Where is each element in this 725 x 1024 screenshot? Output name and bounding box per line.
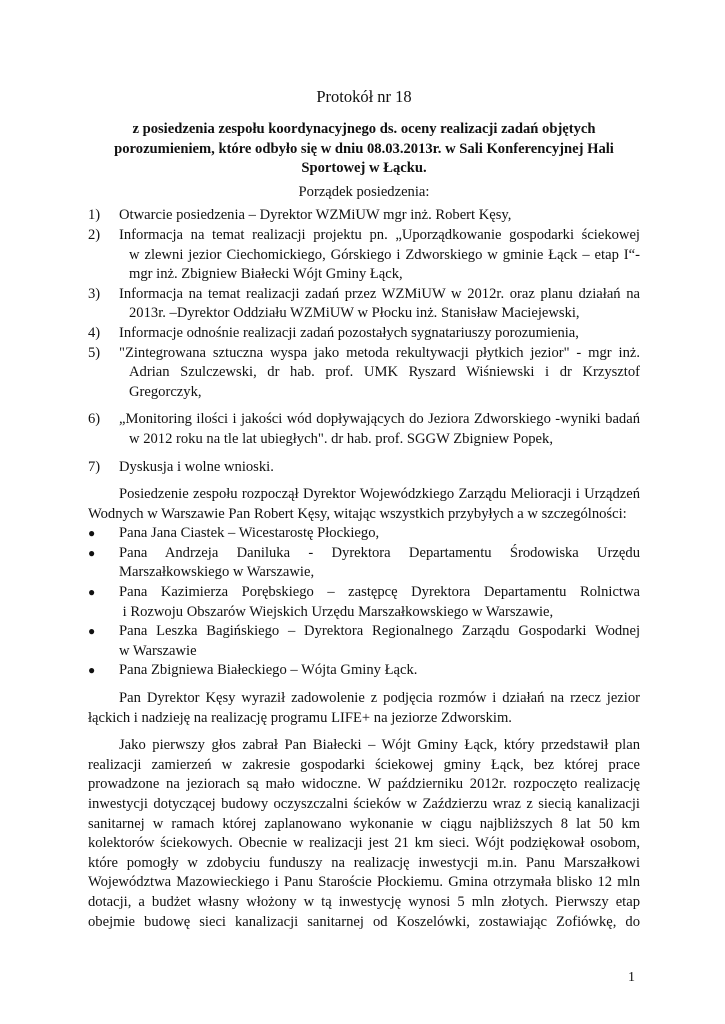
document-body	[88, 86, 640, 932]
attendee-text: Pana Leszka Bagińskiego – Dyrektora Regionalnego Zarządu Gospodarki Wodnej	[119, 623, 640, 640]
paragraph: Pan Dyrektor Kęsy wyraził zadowolenie z podjęcia rozmów i działań na rzecz jezior łąckich i nadzieję na realizację programu LIFE+ na jeziorze Zdworskim.	[88, 690, 640, 726]
bullet-icon: ●	[88, 624, 96, 639]
attendee-text: w Warszawie	[119, 642, 197, 659]
subtitle-line: z posiedzenia zespołu koordynacyjnego ds. oceny realizacji zadań objętych	[132, 121, 596, 137]
agenda-heading: Porządek posiedzenia:	[298, 183, 430, 200]
attendee-text: Pana Kazimierza Porębskiego – zastępcę Dyrektora Departamentu Rolnictwa	[119, 584, 640, 601]
agenda-item-text: Informacja na temat realizacji zadań przez WZMiUW w 2012r. oraz planu działań na	[119, 285, 640, 302]
attendee-item	[88, 622, 640, 661]
attendee-item	[88, 583, 640, 622]
attendee-text: Pana Andrzeja Daniluka - Dyrektora Departamentu Środowiska Urzędu	[119, 544, 640, 561]
attendee-item	[88, 544, 640, 583]
agenda-item-text: Informacja na temat realizacji projektu pn. „Uporządkowanie gospodarki ściekowej	[119, 226, 640, 243]
agenda-item	[88, 344, 640, 403]
bullet-icon: ●	[88, 663, 96, 678]
agenda-item-text: Informacje odnośnie realizacji zadań pozostałych sygnatariuszy porozumienia,	[119, 324, 579, 341]
agenda-item	[88, 324, 640, 344]
agenda-item-text: "Zintegrowana sztuczna wyspa jako metoda rekultywacji płytkich jezior" - mgr inż.	[119, 344, 640, 361]
agenda-item-text: „Monitoring ilości i jakości wód dopływających do Jeziora Zdworskiego -wyniki badań	[119, 411, 640, 428]
agenda-item-text: Dyskusja i wolne wnioski.	[119, 458, 274, 475]
paragraph: Jako pierwszy głos zabrał Pan Białecki – Wójt Gminy Łąck, który przedstawił plan realizacji zamierzeń w zakresie gospodarki ściekowej gminy Łąck, bez której prace prowadzone na jeziorach są mało widoczne. W październiku 2012r. rozpoczęto realizację inwestycji dotyczącej budowy oczyszczalni ścieków w Zaździerzu wraz z siecią kanalizacji sanitarnej w ramach której zaplanowano wykonanie w ciągu najbliższych 8 lat 50 km kolektorów ściekowych. Obecnie w realizacji jest 21 km sieci. Wójt podziękował osobom, które pomogły w zdobyciu funduszy na realizację inwestycji m.in. Panu Marszałkowi Województwa Mazowieckiego i Panu Staroście Płockiemu. Gmina otrzymała blisko 12 mln dotacji, a budżet własny włożony w tą inwestycję wynosi 5 mln złotych. Pierwszy etap obejmie budowę sieci kanalizacji sanitarnej od Koszelówki, zostawiając Zofiówkę, do	[88, 737, 640, 930]
attendee-text: i Rozwoju Obszarów Wiejskich Urzędu Marszałkowskiego w Warszawie,	[119, 603, 554, 620]
attendee-text: Pana Zbigniewa Białeckiego – Wójta Gminy Łąck.	[119, 662, 418, 679]
agenda-item-text: w zlewni jezior Ciechomickiego, Górskiego i Zdworskiego w gminie Łąck – etap I“-	[129, 246, 640, 263]
agenda-item-number: 7)	[88, 458, 101, 475]
agenda-item-text: mgr inż. Zbigniew Białecki Wójt Gminy Łąck,	[129, 266, 403, 283]
agenda-item-number: 3)	[88, 285, 101, 302]
attendee-text: Marszałkowskiego w Warszawie,	[119, 564, 315, 581]
agenda-item-text: 2013r. –Dyrektor Oddziału WZMiUW w Płocku inż. Stanisław Maciejewski,	[129, 305, 580, 322]
agenda-item-text: Gregorczyk,	[129, 383, 202, 400]
intro-paragraph: Posiedzenie zespołu rozpoczął Dyrektor Wojewódzkiego Zarządu Melioracji i Urządzeń Wodnych w Warszawie Pan Robert Kęsy, witając wszystkich przybyłych a w szczególności:	[88, 486, 640, 522]
agenda-item-number: 2)	[88, 226, 101, 243]
agenda-item-text: w 2012 roku na tle lat ubiegłych". dr hab. prof. SGGW Zbigniew Popek,	[129, 430, 553, 447]
agenda-item-text: Adrian Szulczewski, dr hab. prof. UMK Ryszard Wiśniewski i dr Krzysztof	[129, 364, 640, 381]
subtitle-line: Sportowej w Łącku.	[301, 160, 427, 177]
agenda-item	[88, 226, 640, 285]
agenda-item-number: 4)	[88, 324, 101, 341]
agenda-item-number: 6)	[88, 411, 101, 428]
attendee-text: Pana Jana Ciastek – Wicestarostę Płockiego,	[119, 525, 380, 542]
document-title: Protokół nr 18	[316, 87, 412, 106]
attendee-item	[88, 661, 640, 681]
attendee-list	[88, 524, 640, 681]
page-number: 1	[628, 970, 635, 985]
subtitle-line: porozumieniem, które odbyło się w dniu 08.03.2013r. w Sali Konferencyjnej Hali	[114, 140, 614, 157]
agenda-list	[88, 206, 640, 477]
agenda-item-text: Otwarcie posiedzenia – Dyrektor WZMiUW mgr inż. Robert Kęsy,	[119, 207, 512, 224]
bullet-icon: ●	[88, 545, 96, 560]
bullet-icon: ●	[88, 526, 96, 541]
agenda-item-number: 5)	[88, 344, 101, 361]
agenda-item	[88, 410, 640, 449]
attendee-item	[88, 524, 640, 544]
agenda-item	[88, 285, 640, 324]
agenda-item	[88, 458, 640, 478]
bullet-icon: ●	[88, 585, 96, 600]
document-subtitle	[88, 120, 640, 179]
agenda-item-number: 1)	[88, 207, 101, 224]
agenda-item	[88, 206, 640, 226]
